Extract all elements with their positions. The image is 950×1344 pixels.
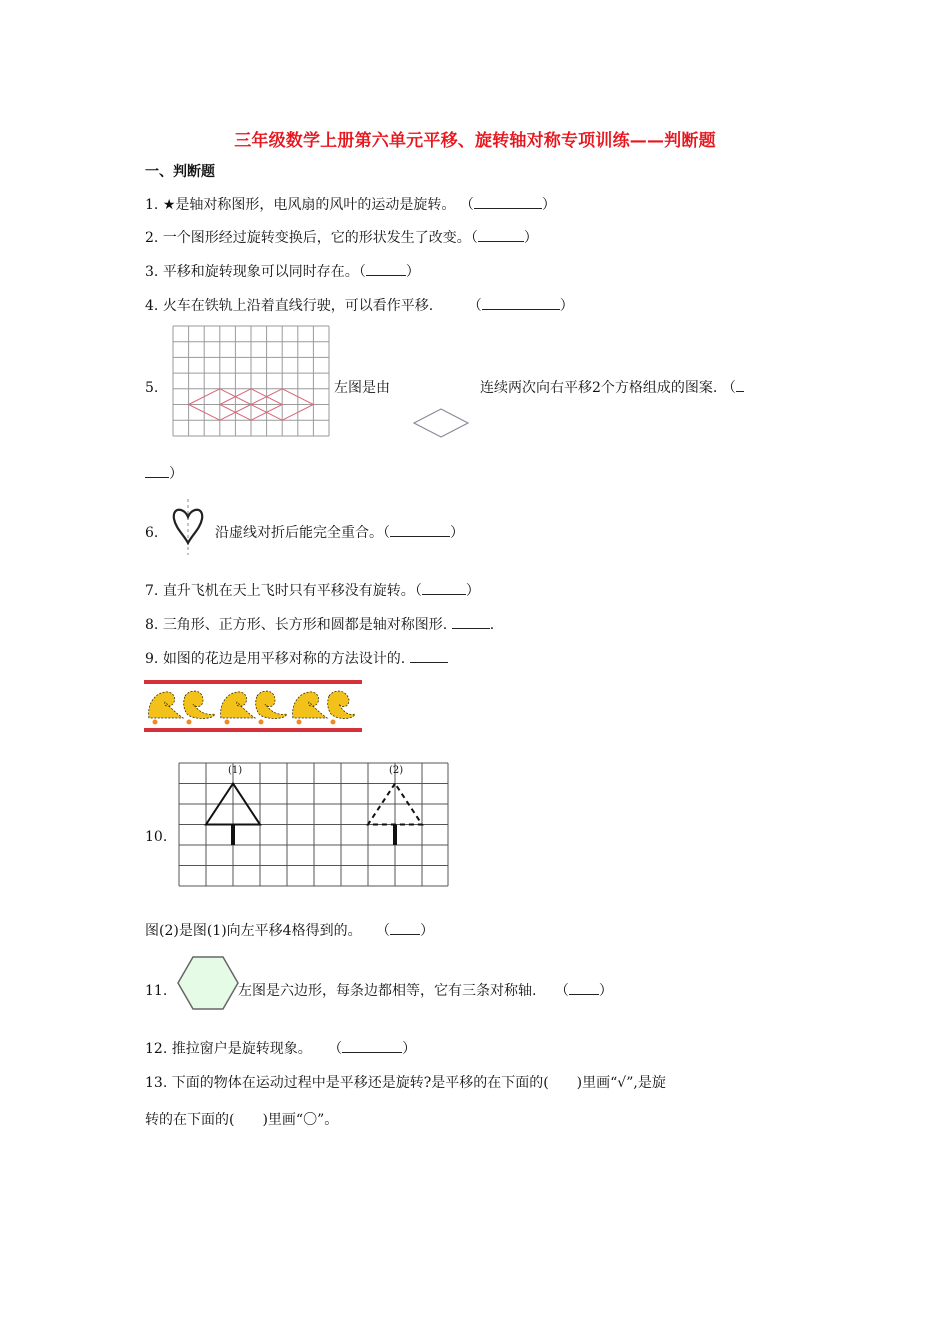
question-number: 2. [145,230,159,246]
heart-with-dashed-axis-icon [170,497,210,557]
question-number: 12. [145,1041,168,1057]
question-5-text-after: 连续两次向右平移2个方格组成的图案. （ [480,378,744,398]
document-title: 三年级数学上册第六单元平移、旋转轴对称专项训练——判断题 [234,131,716,151]
answer-blank[interactable] [569,982,599,995]
answer-blank[interactable] [474,196,542,209]
question-4: 4. 火车在铁轨上沿着直线行驶，可以看作平移. （ ） [145,298,574,314]
answer-blank[interactable] [390,524,450,537]
lace-border-figure [143,678,363,734]
question-text: 如图的花边是用平移对称的方法设计的. [162,651,406,667]
answer-blank[interactable] [482,297,560,310]
question-number: 3. [145,264,159,280]
question-13-line-2: 转的在下面的( )里画“〇”。 [145,1112,339,1128]
question-number: 9. [145,651,159,667]
figure-label-1: (1) [228,765,243,776]
question-number: 4. [145,298,159,314]
question-text: 火车在铁轨上沿着直线行驶，可以看作平移. [162,298,434,314]
answer-blank[interactable] [390,922,420,935]
question-2: 2. 一个图形经过旋转变换后，它的形状发生了改变。（ ） [145,230,538,246]
star-icon: ★ [162,197,176,213]
question-number: 13. [145,1075,168,1091]
answer-blank-continued[interactable] [145,465,169,478]
answer-blank[interactable] [478,229,524,242]
answer-blank[interactable] [736,379,744,392]
question-11-number: 11. [145,983,168,999]
question-text: 三角形、正方形、长方形和圆都是轴对称图形. [162,617,448,633]
question-5-text-before: 左图是由 [334,380,390,396]
rhombus-figure [412,406,470,440]
question-number: 1. [145,197,159,213]
question-6-number: 6. [145,525,159,541]
question-1: 1. ★是轴对称图形，电风扇的风叶的运动是旋转。 （ ） [145,197,556,213]
figure-label-2: (2) [389,765,404,776]
question-5-number: 5. [145,380,159,396]
answer-blank[interactable] [422,582,466,595]
question-number: 8. [145,617,159,633]
answer-blank[interactable] [366,263,406,276]
question-text: 沿虚线对折后能完全重合。 [215,525,383,541]
answer-blank[interactable] [342,1040,402,1053]
question-text: 下面的物体在运动过程中是平移还是旋转?是平移的在下面的( )里画“√”,是旋 [171,1075,666,1091]
question-11: 左图是六边形，每条边都相等，它有三条对称轴. （ ） [238,983,613,999]
hexagon-icon [176,955,240,1011]
question-9 [145,649,448,669]
section-heading: 一、判断题 [145,164,215,180]
question-text: 左图是六边形，每条边都相等，它有三条对称轴. [238,983,537,999]
question-6: 沿虚线对折后能完全重合。（ ） [215,525,464,541]
answer-blank[interactable] [410,650,448,663]
question-text: 是轴对称图形，电风扇的风叶的运动是旋转。 [175,197,456,213]
question-text: 平移和旋转现象可以同时存在。 [162,264,359,280]
question-text: 推拉窗户是旋转现象。 [171,1041,312,1057]
question-text: 图(2)是图(1)向左平移4格得到的。 [145,923,362,939]
question-7: 7. 直升飞机在天上飞时只有平移没有旋转。（ ） [145,583,480,599]
question-10-number: 10. [145,829,168,845]
question-5-continued: ） [145,464,183,484]
answer-blank[interactable] [452,616,490,629]
question-3: 3. 平移和旋转现象可以同时存在。（ ） [145,264,420,280]
question-text: 一个图形经过旋转变换后，它的形状发生了改变。 [162,230,471,246]
question-10-text: 图(2)是图(1)向左平移4格得到的。 （ ） [145,923,435,939]
question-12: 12. 推拉窗户是旋转现象。 （ ） [145,1041,417,1057]
question-number: 7. [145,583,159,599]
grid-two-trees-figure [178,762,450,888]
grid-rhombus-figure [172,325,330,438]
question-text: 直升飞机在天上飞时只有平移没有旋转。 [162,583,415,599]
question-13-line-1 [145,1073,666,1093]
question-8: 8. 三角形、正方形、长方形和圆都是轴对称图形. . [145,617,495,633]
